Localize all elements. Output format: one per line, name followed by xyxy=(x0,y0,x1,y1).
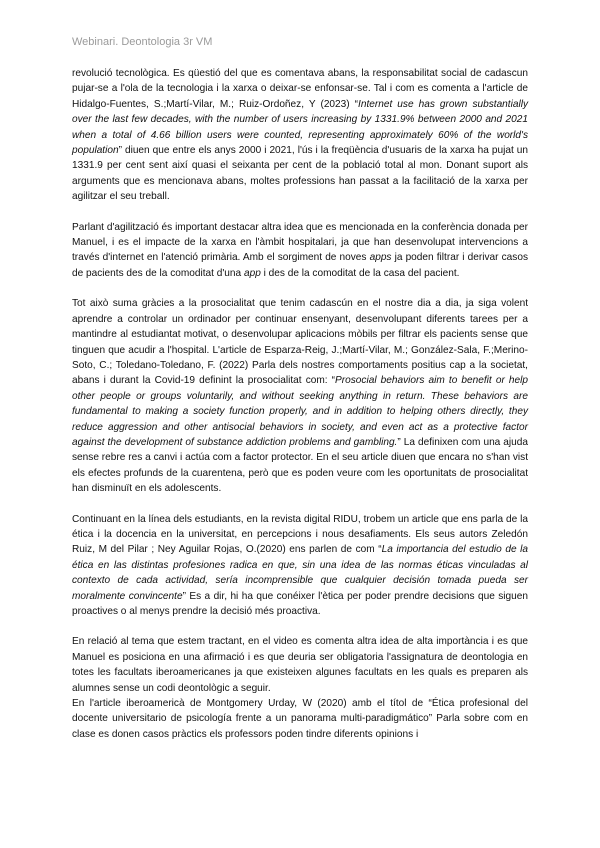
document-body xyxy=(72,66,528,742)
paragraph-1: revolució tecnològica. Es qüestió del que es comentava abans, la responsabilitat social de cadascun pujar-se a l'ola de la tecnologia i la xarxa o deixar-se enfonsar-se. Tal i com es comenta a l'article de Hidalgo-Fuentes, S.;Martí-Vilar, M.; Ruiz-Ordoñez, Y (2023) “Internet use has grown substantially over the last few decades, with the number of users increasing by 1331.9% between 2000 and 2021 when a total of 4.66 billion users were counted, representing approximately 60% of the world's population” diuen que entre els anys 2000 i 2021, l'ús i la freqüència d'usuaris de la xarxa ha pujat un 1331.9 per cent sent així quasi el seixanta per cent de la població total al mon. Donant suport als arguments que es mencionava abans, moltes professions han passat a la facilitació de la xarxa per agilitzar el seu treball. xyxy=(72,68,528,203)
quote-prosocial: Prosocial behaviors aim to benefit or help other people or groups voluntarily, and without seeking anything in return. These behaviors are fundamental to making a society function properly, and in addition to helping others directly, they reduce aggression and other antisocial behaviors in society, and even act as a protective factor against the development of substance addiction problems and gambling. xyxy=(72,375,528,448)
page-header: Webinari. Deontologia 3r VM xyxy=(72,36,213,48)
paragraph-4: Continuant en la línea dels estudiants, en la revista digital RIDU, trobem un article que ens parla de la ética i la docencia en la universitat, en percepcions i nous desafiaments. Els seus autors Zeledón Ruiz, M del Pilar ; Ney Aguilar Rojas, O.(2020) ens parlen de com “La importancia del estudio de la ética en las distintas profesiones radica en que, sin una idea de las normas éticas vinculadas al contexto de cada actividad, sería incomprensible que cualquier decisión tomada pueda ser moralmente convincente” Es a dir, hi ha que conéixer l'ètica per poder prendre decisions que siguen proactives o al menys prendre la decisió més proactiva. xyxy=(72,513,528,617)
quote-internet-use: Internet use has grown substantially over the last few decades, with the number of users increasing by 1331.9% between 2000 and 2021 when a total of 4.66 billion users were counted, representing approximately 60% of the world's population xyxy=(72,98,528,157)
paragraph-2: Parlant d'agilització és important destacar altra idea que es mencionada en la conferència donada per Manuel, i es el impacte de la xarxa en l'àmbit hospitalari, ja que han desenvolupat intervencions a través d'internet en l'atenció primària. Amb el sorgiment de noves apps ja poden filtrar i derivar casos de pacients des de la comoditat d'una app i des de la comoditat de la casa del pacient. xyxy=(72,221,528,279)
paragraph-6: En l'article iberoamericà de Montgomery Urday, W (2020) amb el títol de “Ética profesional del docente universitario de psicología frente a un panorama multi-paradigmático” Parla sobre com en clase es donen casos pràctics els professors poden tindre diferents opinions i xyxy=(72,698,528,740)
paragraph-3: Tot això suma gràcies a la prosocialitat que tenim cadascún en el nostre dia a dia, ja siga volent aprendre a controlar un ordinador per continuar ensenyant, desenvolupant diferents tarees per a mantindre al estudiantat motivat, o desenvolupar aplicacions mòbils per filtrar els pacients sense que tinguen que acudir a l'hospital. L'article de Esparza-Reig, J.;Martí-Vilar, M.; González-Sala, F.;Merino-Soto, C.; Toledano-Toledano, F. (2022) Parla dels nostres comportaments positius cap a la societat, abans i durant la Covid-19 definint la prosocialitat com: “Prosocial behaviors aim to benefit or help other people or groups voluntarily, and without seeking anything in return. These behaviors are fundamental to making a society function properly, and in addition to helping others directly, they reduce aggression and other antisocial behaviors in society, and even act as a protective factor against the development of substance addiction problems and gambling.” La definixen com una ajuda sense rebre res a canvi i actúa com a factor protector. En el seu article diuen que encara no s'han vist els efectes profunds de la cuarentena, però que es poden veure com les oportunitats de prosocialitat han disminuït en els adolescents. xyxy=(72,298,528,495)
quote-etica: La importancia del estudio de la ética en las distintas profesiones radica en que, sin una idea de las normas éticas vinculadas al contexto de cada actividad, sería incomprensible que cualquier decisión tomada pueda ser moralmente convincente xyxy=(72,544,528,602)
paragraph-5: En relació al tema que estem tractant, en el video es comenta altra idea de alta importància i es que Manuel es posiciona en una afirmació i es que deuria ser obligatoria l'assignatura de deontologia en totes les facultats iberoamericanes ja que existeixen algunes facultats en les quals es preparen als alumnes sense un codi deontològic a seguir. xyxy=(72,636,528,694)
